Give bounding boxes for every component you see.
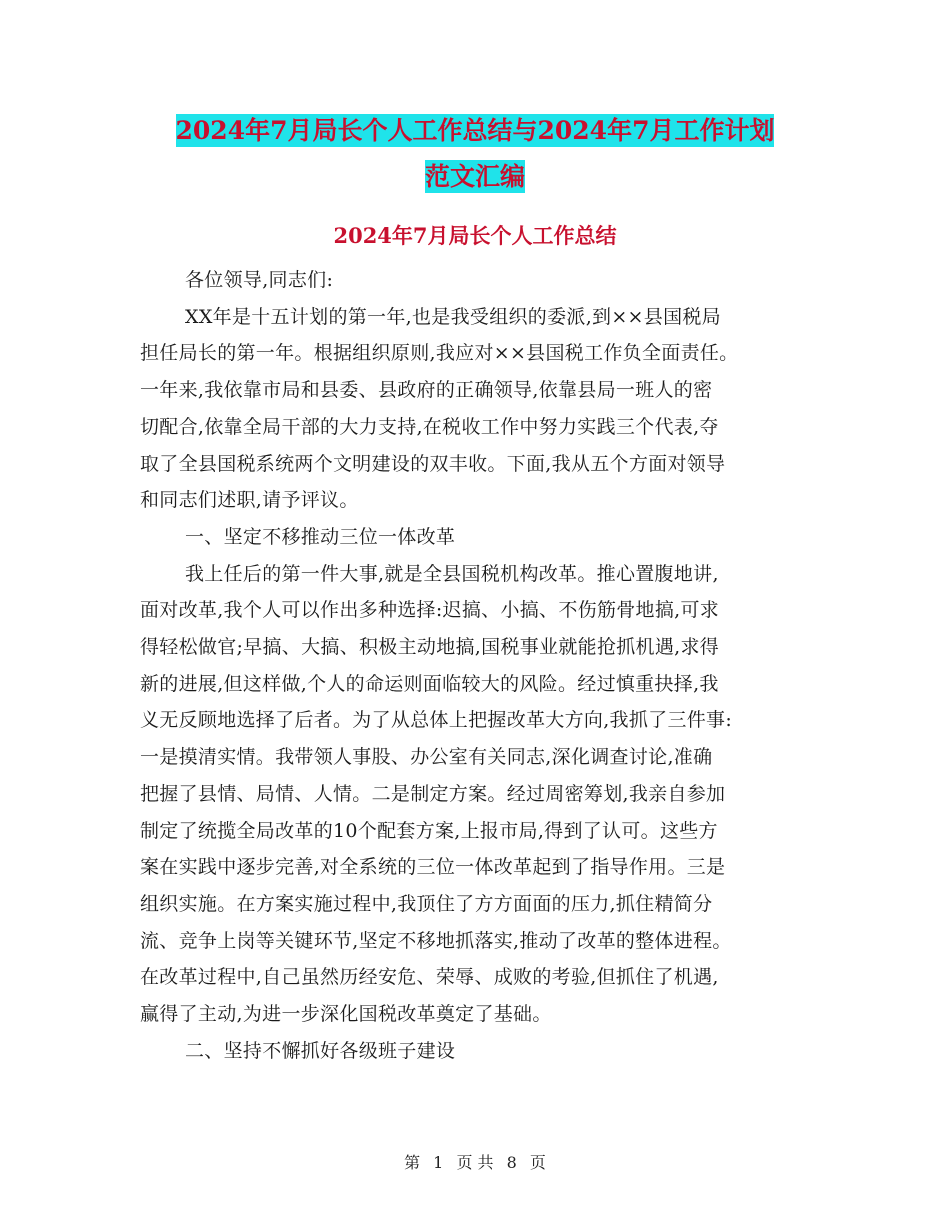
body-line: 义无反顾地选择了后者。为了从总体上把握改革大方向,我抓了三件事: xyxy=(140,709,733,732)
footer-middle: 页 共 xyxy=(456,1153,494,1172)
body-line: 把握了县情、局情、人情。二是制定方案。经过周密筹划,我亲自参加 xyxy=(140,782,726,805)
body-line: XX年是十五计划的第一年,也是我受组织的委派,到××县国税局 xyxy=(185,305,721,328)
body-line: 制定了统揽全局改革的10个配套方案,上报市局,得到了认可。这些方 xyxy=(140,819,718,842)
footer-total-pages: 8 xyxy=(506,1153,517,1172)
body-line: 赢得了主动,为进一步深化国税改革奠定了基础。 xyxy=(140,1003,552,1026)
body-line: 取了全县国税系统两个文明建设的双丰收。下面,我从五个方面对领导 xyxy=(140,452,726,475)
body-line: 一、坚定不移推动三位一体改革 xyxy=(185,525,456,548)
body-line: 面对改革,我个人可以作出多种选择:迟搞、小搞、不伤筋骨地搞,可求 xyxy=(140,599,720,622)
body-line: 担任局长的第一年。根据组织原则,我应对××县国税工作负全面责任。 xyxy=(140,342,739,365)
body-line: 一是摸清实情。我带领人事股、办公室有关同志,深化调查讨论,准确 xyxy=(140,746,713,769)
body-line: 案在实践中逐步完善,对全系统的三位一体改革起到了指导作用。三是 xyxy=(140,856,726,879)
body-line: 在改革过程中,自己虽然历经安危、荣辱、成败的考验,但抓住了机遇, xyxy=(140,966,719,989)
footer-current-page: 1 xyxy=(433,1153,444,1172)
body-line: 二、坚持不懈抓好各级班子建设 xyxy=(185,1039,456,1062)
section-title: 2024年7月局长个人工作总结 xyxy=(333,223,617,248)
title-line-1: 2024年7月局长个人工作总结与2024年7月工作计划 xyxy=(175,116,775,145)
body-line: 和同志们述职,请予评议。 xyxy=(140,489,359,512)
body-line: 切配合,依靠全局干部的大力支持,在税收工作中努力实践三个代表,夺 xyxy=(140,415,719,438)
body-line: 组织实施。在方案实施过程中,我顶住了方方面面的压力,抓住精简分 xyxy=(140,892,713,915)
title-line-2: 范文汇编 xyxy=(424,162,525,191)
footer-suffix: 页 xyxy=(529,1153,546,1172)
footer-prefix: 第 xyxy=(404,1153,421,1172)
body-line: 各位领导,同志们: xyxy=(185,269,334,291)
body-line: 我上任后的第一件大事,就是全县国税机构改革。推心置腹地讲, xyxy=(185,562,719,585)
body-line: 一年来,我依靠市局和县委、县政府的正确领导,依靠县局一班人的密 xyxy=(140,379,713,402)
body-line: 得轻松做官;早搞、大搞、积极主动地搞,国税事业就能抢抓机遇,求得 xyxy=(140,636,720,659)
body-line: 流、竞争上岗等关键环节,坚定不移地抓落实,推动了改革的整体进程。 xyxy=(140,929,732,952)
document-title xyxy=(0,108,950,200)
document-body xyxy=(140,262,808,1069)
body-line: 新的进展,但这样做,个人的命运则面临较大的风险。经过慎重抉择,我 xyxy=(140,672,719,695)
page-footer xyxy=(0,1151,950,1175)
